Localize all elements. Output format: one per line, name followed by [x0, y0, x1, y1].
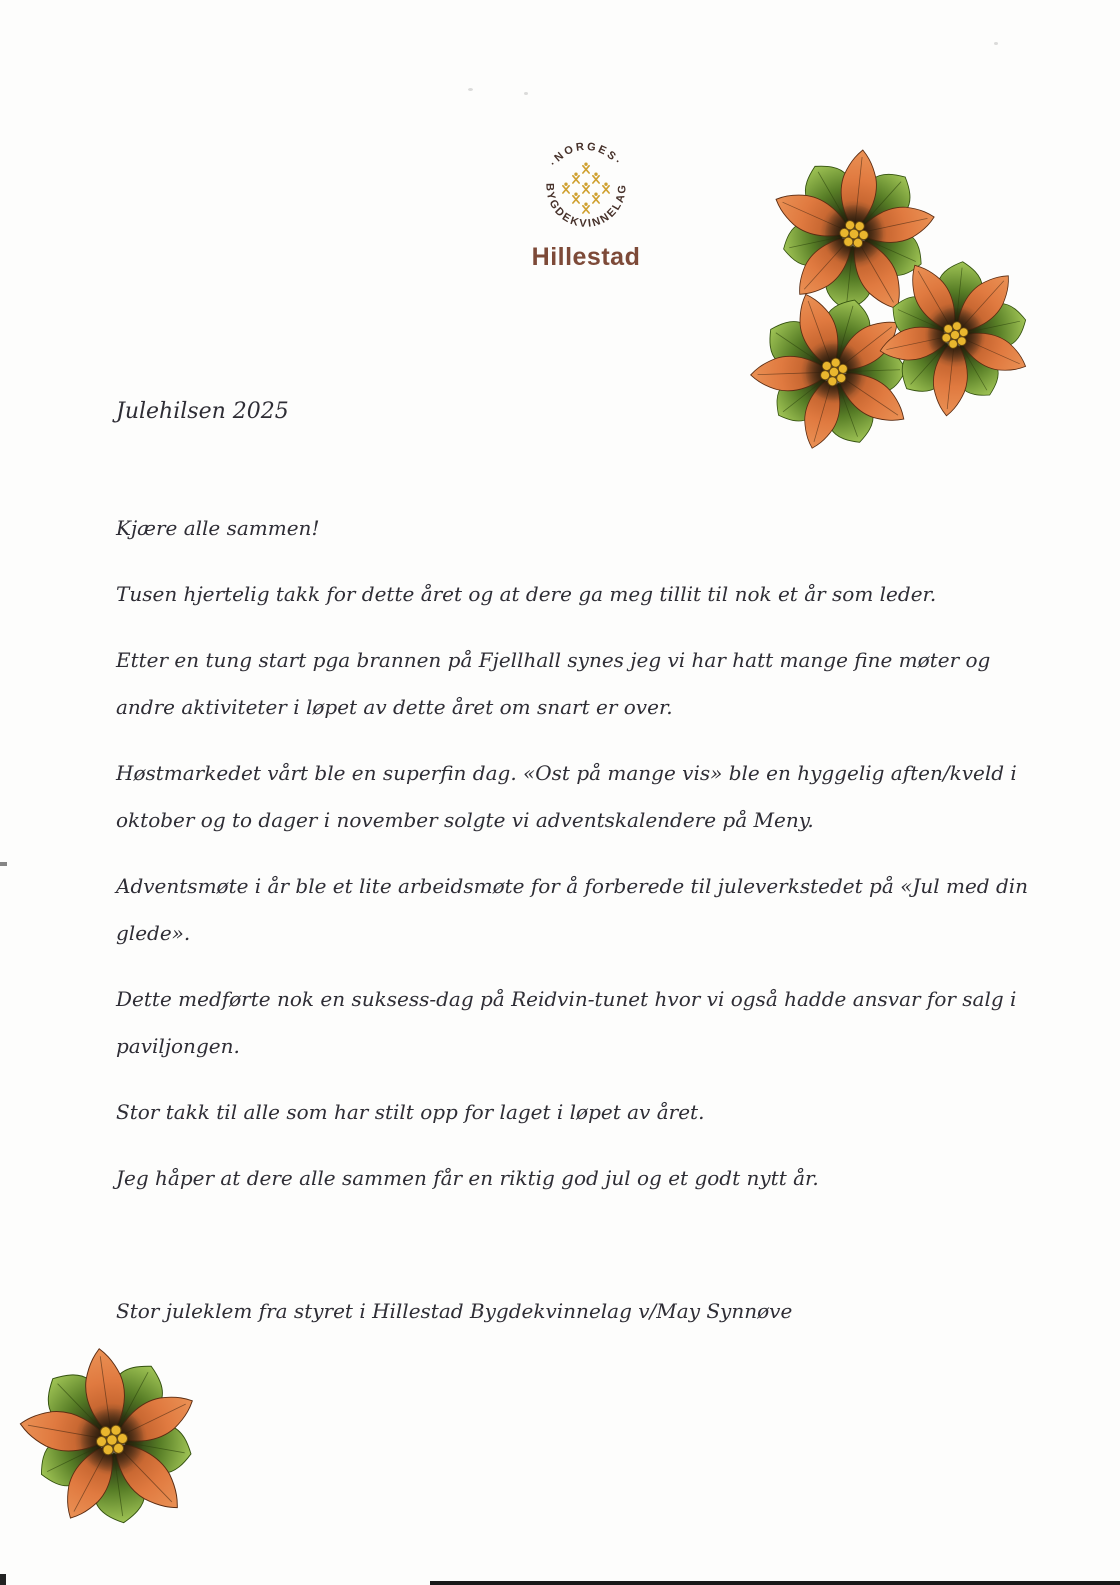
letter-heading: Julehilsen 2025	[116, 399, 289, 424]
signature-line: Stor juleklem fra styret i Hillestad Bygdekvinnelag v/May Synnøve	[116, 1299, 793, 1323]
scan-speck	[524, 92, 528, 95]
letter-paragraph-5: Dette medførte nok en suksess-dag på Reidvin-tunet hvor vi også hadde ansvar for salg i paviljongen.	[116, 987, 1017, 1058]
logo-arc-bottom-text: BYGDEKVINNELAG	[543, 182, 629, 230]
scan-bottom-strip	[430, 1581, 1120, 1585]
letter-greeting: Kjære alle sammen!	[116, 516, 320, 540]
scan-speck	[468, 88, 473, 91]
scan-edge-mark	[0, 862, 7, 866]
logo-subtitle: Hillestad	[531, 243, 641, 271]
logo-arc-top-text: ·NORGES·	[547, 140, 625, 169]
logo-figures-icon	[563, 163, 609, 214]
letter-paragraph-2: Etter en tung start pga brannen på Fjellhall synes jeg vi har hatt mange fine møter og andre aktiviteter i løpet av dette året om snart er over.	[116, 648, 991, 719]
letter-body	[116, 388, 1046, 1335]
letter-paragraph-7: Jeg håper at dere alle sammen får en riktig god jul og et godt nytt år.	[116, 1166, 819, 1190]
org-logo	[525, 136, 647, 244]
letter-paragraph-4: Adventsmøte i år ble et lite arbeidsmøte for å forberede til juleverkstedet på «Jul med din glede».	[116, 874, 1029, 945]
poinsettia-icon-bottom-left	[4, 1332, 221, 1549]
scan-edge-mark	[0, 1574, 6, 1585]
letter-paragraph-3: Høstmarkedet vårt ble en superfin dag. «Ost på mange vis» ble en hyggelig aften/kveld i oktober og to dager i november solgte vi adventskalendere på Meny.	[116, 761, 1017, 832]
scan-speck	[994, 42, 998, 45]
letter-paragraph-1: Tusen hjertelig takk for dette året og at dere ga meg tillit til nok et år som leder.	[116, 582, 937, 606]
letter-paragraph-6: Stor takk til alle som har stilt opp for laget i løpet av året.	[116, 1100, 705, 1124]
